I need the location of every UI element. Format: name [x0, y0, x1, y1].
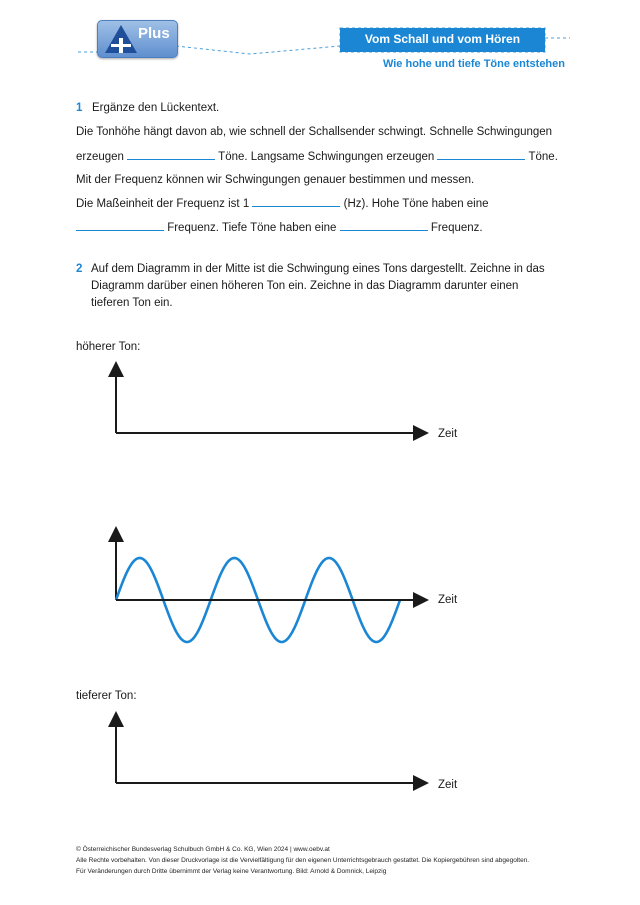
task1-line5-a: Frequenz. Tiefe Töne haben eine [167, 222, 337, 234]
task1-line4-a: Die Maßeinheit der Frequenz ist 1 [76, 198, 250, 210]
diagram-lower-tone[interactable] [100, 705, 460, 795]
blank-field[interactable] [127, 149, 215, 160]
task1-line5 [76, 220, 483, 236]
title-banner [340, 28, 545, 52]
blank-field[interactable] [340, 220, 428, 231]
x-axis-label: Zeit [438, 779, 458, 791]
task2-line3: tieferen Ton ein. [91, 297, 173, 309]
task2-number: 2 [76, 263, 83, 275]
footer-disclaimer: Für Veränderungen durch Dritte übernimmt der Verlag keine Verantwortung. Bild: Arnold & Domnick, Leipzig [76, 868, 387, 875]
x-axis-label: Zeit [438, 594, 458, 606]
page-subtitle: Wie hohe und tiefe Töne entstehen [382, 58, 565, 70]
task1-line2-c: Töne. [528, 151, 558, 163]
higher-tone-label: höherer Ton: [76, 341, 141, 353]
task2-line1: Auf dem Diagramm in der Mitte ist die Schwingung eines Tons dargestellt. Zeichne in das [91, 263, 545, 275]
triangle-logo-icon [104, 24, 138, 54]
lower-tone-label: tieferer Ton: [76, 690, 137, 702]
footer-copyright: © Österreichischer Bundesverlag Schulbuch GmbH & Co. KG, Wien 2024 | www.oebv.at [76, 846, 330, 853]
blank-field[interactable] [437, 149, 525, 160]
task1-line2-b: Töne. Langsame Schwingungen erzeugen [218, 151, 435, 163]
task1-line3: Mit der Frequenz können wir Schwingungen genauer bestimmen und messen. [76, 174, 475, 186]
x-axis-label: Zeit [438, 428, 458, 440]
blank-field[interactable] [76, 220, 164, 231]
plus-logo [97, 20, 178, 58]
task1-line4 [76, 196, 489, 212]
page-title: Vom Schall und vom Hören [364, 32, 521, 46]
footer-rights: Alle Rechte vorbehalten. Von dieser Druckvorlage ist die Vervielfältigung für den eigenen Unterrichtsgebrauch gestattet. Die Kopiergebühren sind abgegolten. [76, 857, 530, 864]
task1-heading [76, 101, 219, 116]
diagram-higher-tone[interactable] [100, 355, 460, 445]
task1-line2-a: erzeugen [76, 151, 124, 163]
blank-field[interactable] [252, 196, 340, 207]
logo-text: Plus [138, 25, 170, 42]
task2-line2: Diagramm darüber einen höheren Ton ein. Zeichne in das Diagramm darunter einen [91, 280, 519, 292]
task1-line1: Die Tonhöhe hängt davon ab, wie schnell der Schallsender schwingt. Schnelle Schwingungen [76, 126, 553, 138]
diagram-sine-wave [100, 520, 460, 650]
task1-line5-b: Frequenz. [430, 222, 483, 234]
task1-line2 [76, 149, 558, 165]
task1-line4-b: (Hz). Hohe Töne haben eine [343, 198, 489, 210]
task1-number: 1 [76, 102, 83, 114]
task1-instruction: Ergänze den Lückentext. [92, 102, 220, 114]
